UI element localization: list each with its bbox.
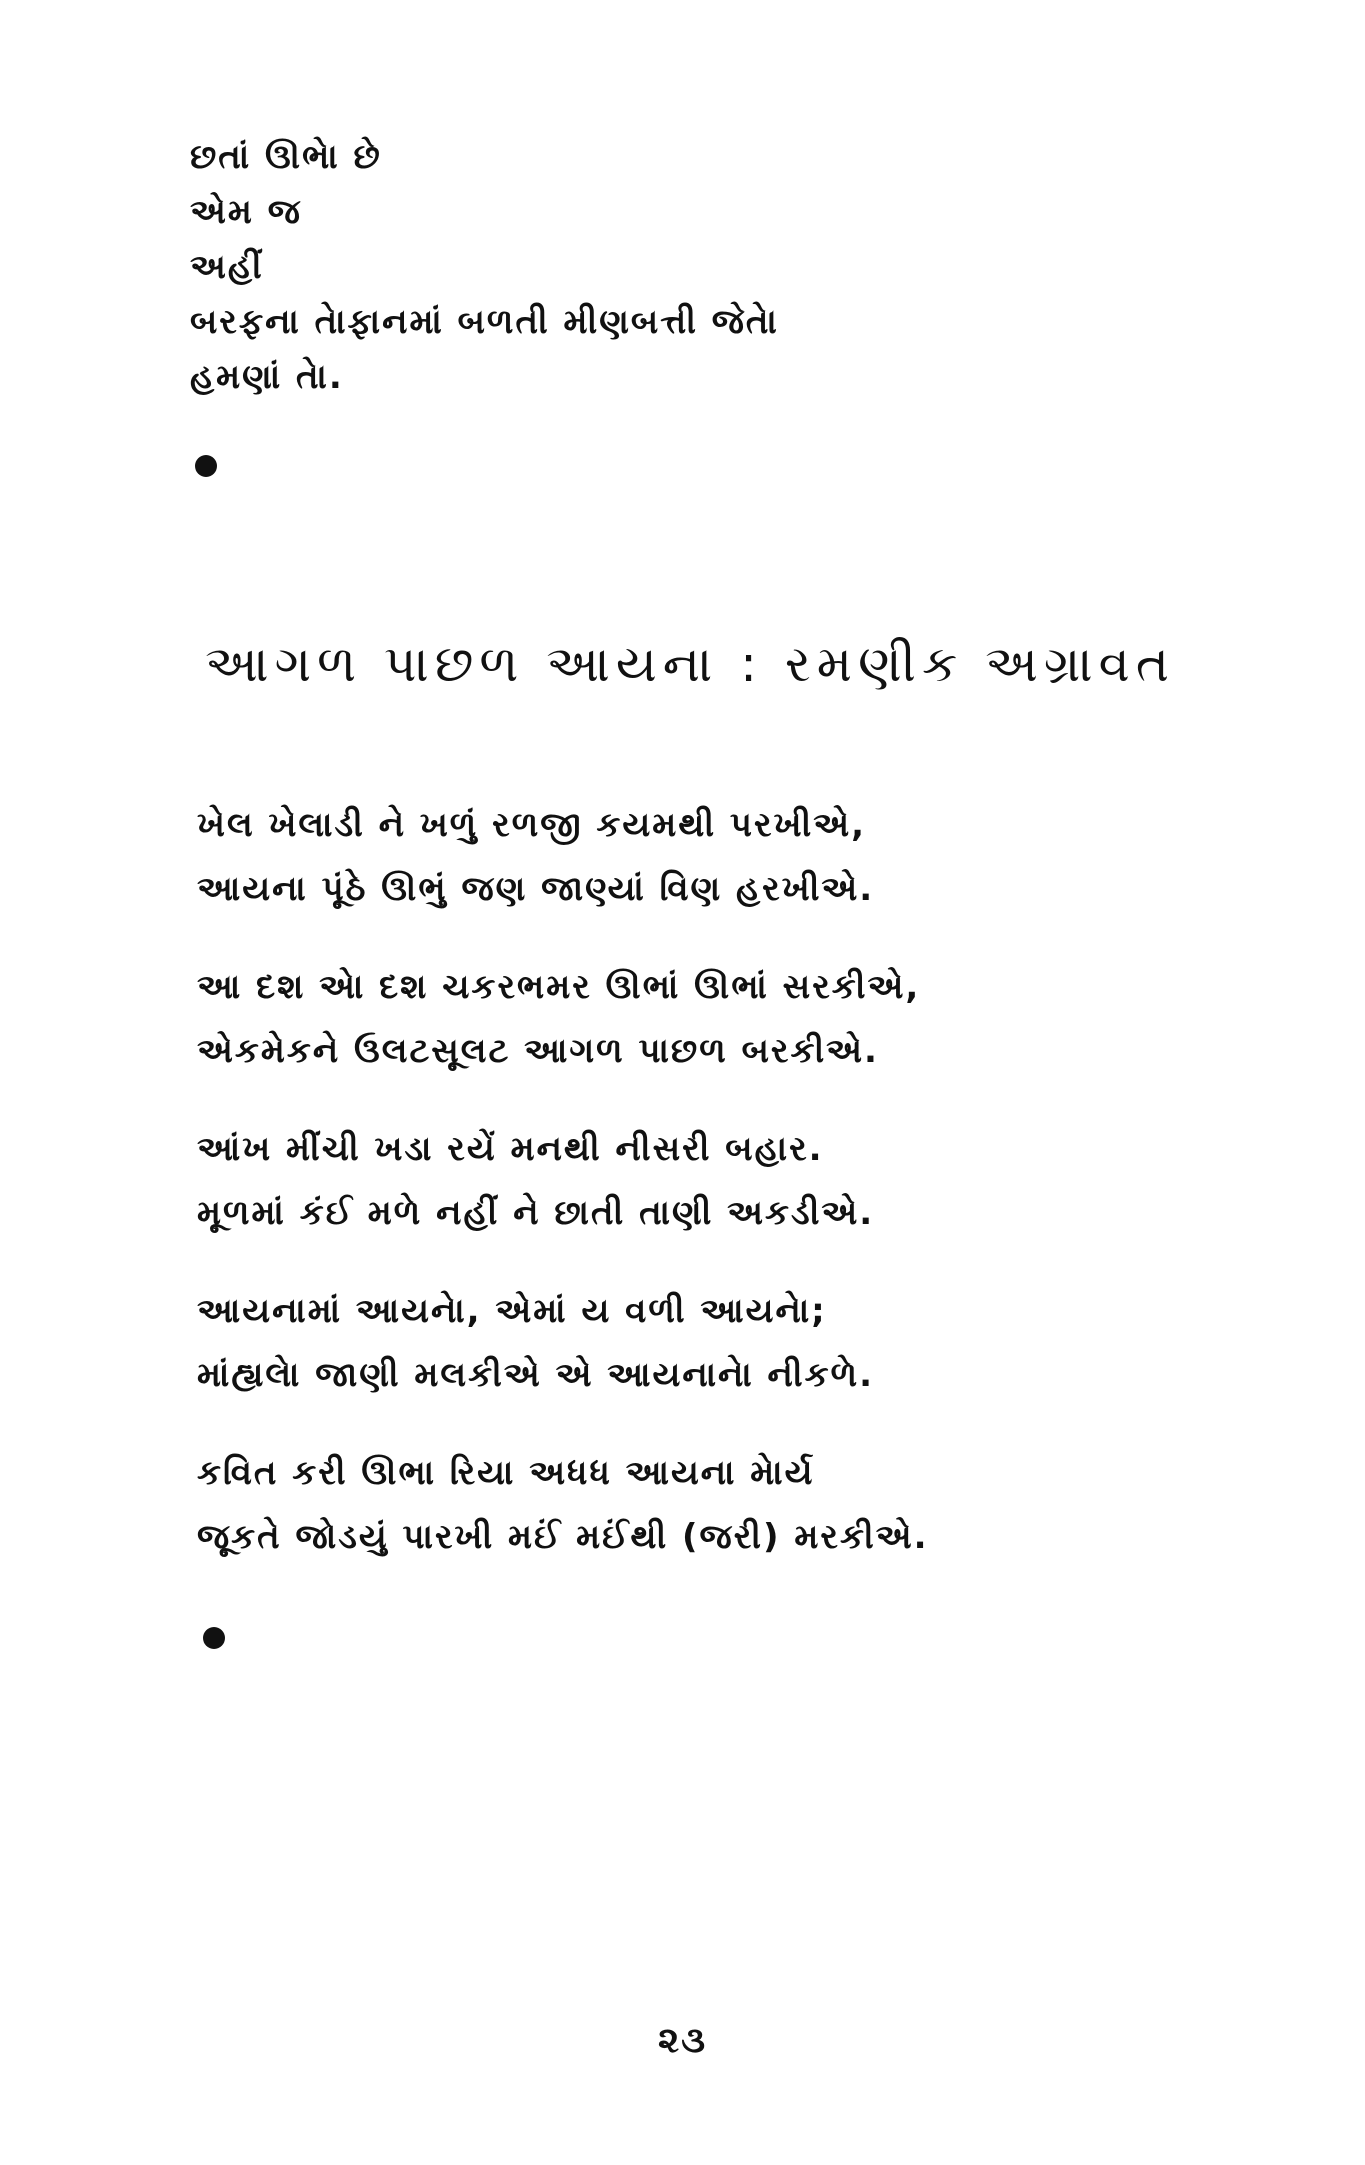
verse-line: કવિત કરી ઊભા રિયા અધધ આયના મેાર્ય — [197, 1453, 815, 1493]
verse-line: આંખ મીંચી ખડા રયેં મનથી નીસરી બહાર. — [197, 1129, 824, 1169]
verse-line: હમણાં તેા. — [190, 357, 344, 397]
verse-line: એમ જ — [190, 192, 302, 232]
poem-title: આગળ પાછળ આયના : રમણીક અગ્રાવત — [205, 635, 1175, 693]
verse-line: છતાં ઊભેા છે — [190, 137, 382, 177]
verse-line: અહીં — [190, 247, 264, 287]
verse-line: બરફના તેાફાનમાં બળતી મીણબત્તી જેતેા — [190, 302, 779, 342]
stanza-1 — [197, 805, 875, 936]
verse-line: ખેલ ખેલાડી ને ખળું રળજી કયમથી પરખીએ, — [197, 805, 867, 845]
page-number: ૨૩ — [657, 2020, 708, 2061]
verse-line: આયનામાં આયનેા, એમાં ય વળી આયનેા; — [197, 1291, 827, 1331]
stanza-3 — [197, 1129, 875, 1260]
verse-line: માંહ્યલેા જાણી મલકીએ એ આયનાનેા નીકળે. — [197, 1355, 875, 1395]
stanza-4 — [197, 1291, 875, 1422]
previous-poem-ending — [190, 137, 1190, 415]
section-bullet-icon — [195, 455, 217, 477]
verse-line: આયના પૂંઠે ઊભું જણ જાણ્યાં વિણ હરખીએ. — [197, 869, 875, 909]
verse-line: આ દશ એા દશ ચકરભમર ઊભાં ઊભાં સરકીએ, — [197, 967, 921, 1007]
stanza-2 — [197, 967, 921, 1098]
verse-line: એકમેકને ઉલટસૂલટ આગળ પાછળ બરકીએ. — [197, 1031, 879, 1071]
verse-line: મૂળમાં કંઈ મળે નહીં ને છાતી તાણી અકડીએ. — [197, 1193, 875, 1233]
section-bullet-icon — [203, 1627, 225, 1649]
stanza-5 — [197, 1453, 929, 1584]
verse-line: જૂકતે જોડયું પારખી મઈં મઈંથી (જરી) મરકીએ. — [197, 1517, 929, 1557]
